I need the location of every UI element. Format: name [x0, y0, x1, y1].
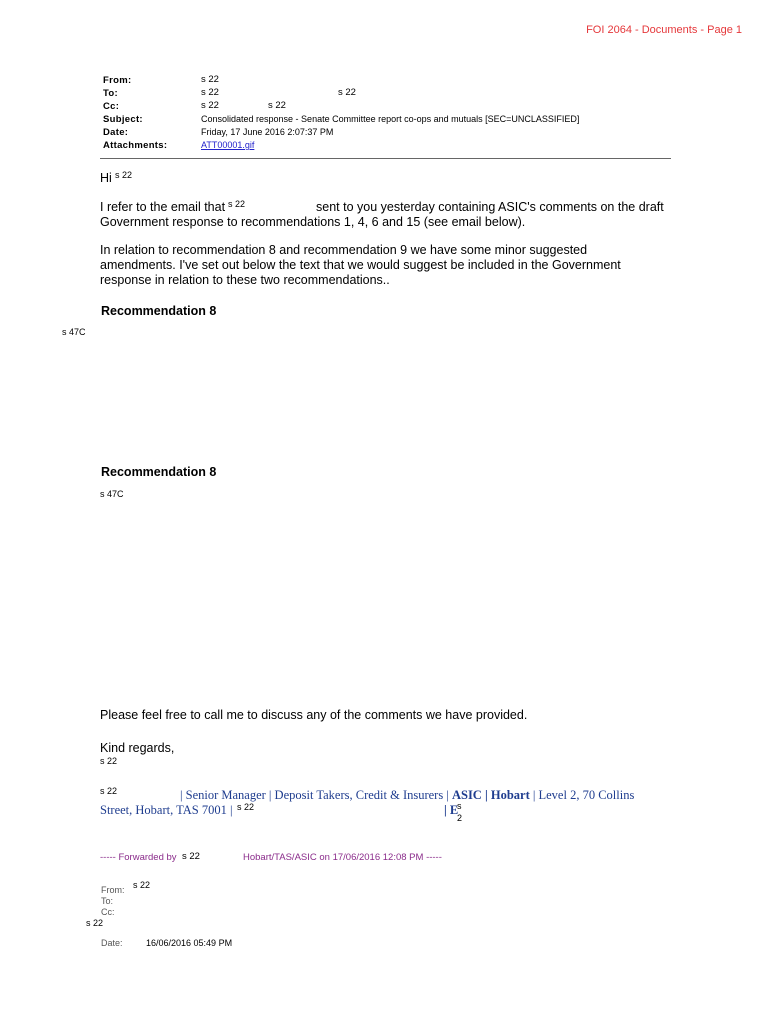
header-divider	[100, 158, 671, 159]
signature-hobart: Hobart	[490, 788, 530, 802]
recommendation-heading-1: Recommendation 8	[101, 304, 217, 318]
cc-value-2: s 22	[268, 100, 286, 111]
signature-sep: |	[484, 788, 488, 802]
greeting: Hi	[100, 171, 112, 185]
para1-redaction: s 22	[228, 199, 246, 209]
cc-label: Cc:	[103, 101, 120, 112]
to-value-2: s 22	[338, 87, 356, 98]
signature-line1	[180, 788, 634, 803]
forwarded-from-label: From:	[101, 885, 125, 895]
date-value: Friday, 17 June 2016 2:07:37 PM	[201, 127, 334, 137]
signature-asic: ASIC	[451, 788, 482, 802]
forwarded-date-label: Date:	[101, 938, 123, 948]
recommendation-redaction-1: s 47C	[62, 327, 86, 337]
forwarded-from-redaction: s 22	[133, 880, 151, 890]
forwarded-cc-redaction: s 22	[86, 918, 104, 928]
subject-label: Subject:	[103, 114, 143, 125]
page-header: FOI 2064 - Documents - Page 1	[586, 24, 742, 36]
signature-phone-redaction: s 22	[237, 802, 255, 812]
para1-rest: sent to you yesterday containing ASIC's comments on the draft	[316, 200, 664, 214]
from-value: s 22	[201, 74, 219, 85]
signature-email-redaction-s: s	[457, 801, 462, 811]
para1-line2: Government response to recommendations 1, 4, 6 and 15 (see email below).	[100, 215, 526, 229]
para2-line1: In relation to recommendation 8 and recommendation 9 we have some minor suggested	[100, 243, 588, 257]
para2-line3: response in relation to these two recommendations..	[100, 273, 390, 287]
sign-off: Kind regards,	[100, 741, 175, 755]
subject-value: Consolidated response - Senate Committee report co-ops and mutuals [SEC=UNCLASSIFIED]	[201, 114, 580, 124]
attachment-link[interactable]: ATT00001.gif	[201, 140, 255, 150]
forwarded-cc-label: Cc:	[101, 907, 115, 917]
forwarded-redaction: s 22	[182, 851, 200, 862]
to-label: To:	[103, 88, 118, 99]
greeting-redaction: s 22	[115, 170, 133, 180]
signature-e-label: | E	[444, 803, 459, 817]
para1-start: I refer to the email that	[100, 200, 226, 214]
signature-line2: Street, Hobart, TAS 7001 |	[100, 803, 233, 817]
signature-email-redaction-2: 2	[457, 813, 463, 823]
sign-off-redaction: s 22	[100, 756, 118, 766]
forwarded-prefix: ----- Forwarded by	[100, 852, 177, 863]
forwarded-suffix: Hobart/TAS/ASIC on 17/06/2016 12:08 PM -----	[243, 852, 442, 863]
cc-value-1: s 22	[201, 100, 219, 111]
recommendation-heading-2: Recommendation 8	[101, 465, 217, 479]
date-label: Date:	[103, 127, 129, 138]
forwarded-to-label: To:	[101, 896, 114, 906]
signature-address-start: | Level 2, 70 Collins	[532, 788, 635, 802]
signature-name-redaction: s 22	[100, 786, 118, 796]
closing-line: Please feel free to call me to discuss any of the comments we have provided.	[100, 708, 528, 722]
attachments-label: Attachments:	[103, 140, 168, 151]
signature-title: | Senior Manager | Deposit Takers, Credit & Insurers |	[180, 788, 449, 802]
to-value-1: s 22	[201, 87, 219, 98]
recommendation-redaction-2: s 47C	[100, 489, 124, 499]
para2-line2: amendments. I've set out below the text that we would suggest be included in the Government	[100, 258, 621, 272]
from-label: From:	[103, 75, 132, 86]
forwarded-date-value: 16/06/2016 05:49 PM	[146, 938, 233, 948]
